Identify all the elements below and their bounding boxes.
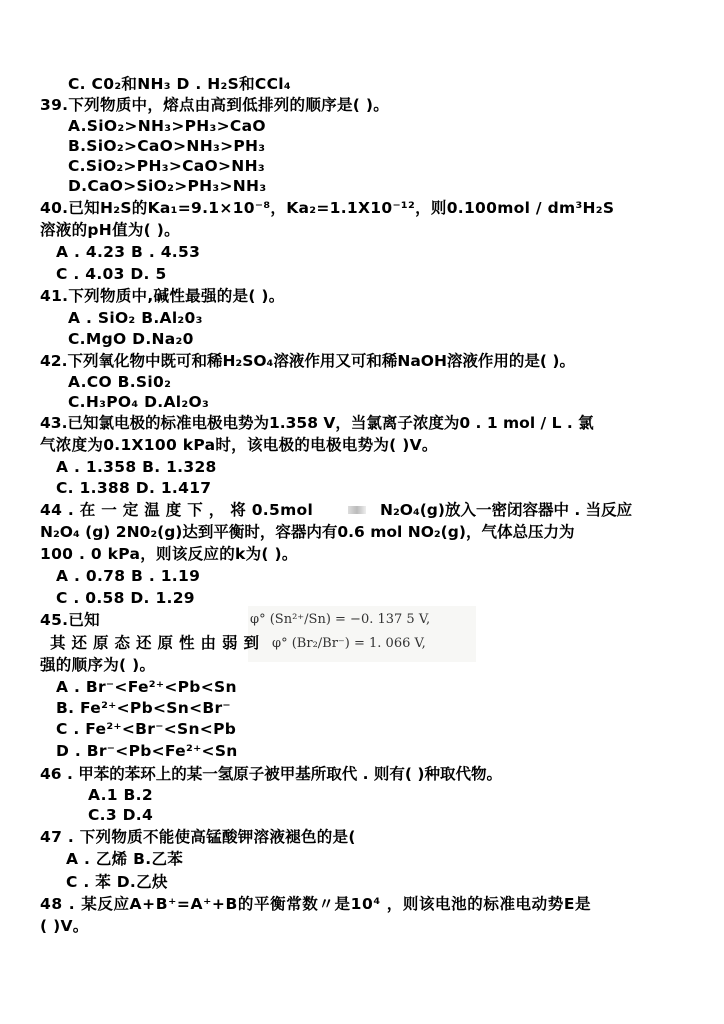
- q41-stem: 41.下列物质中,碱性最强的是( )。: [40, 287, 285, 305]
- q45-stem-2: 其 还 原 态 还 原 性 由 弱 到: [50, 634, 260, 652]
- q42-stem: 42.下列氧化物中既可和稀H₂SO₄溶液作用又可和稀NaOH溶液作用的是( )。: [40, 352, 575, 370]
- q45-option-a: A . Br⁻<Fe²⁺<Pb<Sn: [56, 678, 237, 696]
- q43-stem-2: 气浓度为0.1X100 kPa时，该电极的电极电势为( )V。: [40, 436, 438, 454]
- formula-sn: φ° (Sn²⁺/Sn) = −0. 137 5 V,: [250, 612, 431, 627]
- q48-stem-2: ( )V。: [40, 917, 89, 935]
- q41-options-ab: A . SiO₂ B.Al₂0₃: [68, 309, 203, 327]
- q44-options-ab: A . 0.78 B . 1.19: [56, 567, 201, 585]
- q44-stem-2: N₂O₄ (g) 2N0₂(g)达到平衡时，容器内有0.6 mol NO₂(g)，气体总压力为: [40, 523, 575, 541]
- q40-stem-1: 40.已知H₂S的Ka₁=9.1×10⁻⁸，Ka₂=1.1X10⁻¹²，则0.100mol / dm³H₂S: [40, 199, 615, 217]
- q44-stem-1b: N₂O₄(g)放入一密闭容器中 . 当反应: [380, 501, 633, 519]
- q38-options-cd: C. C0₂和NH₃ D . H₂S和CCl₄: [68, 75, 291, 93]
- q44-stem-3: 100 . 0 kPa，则该反应的k为( )。: [40, 545, 298, 563]
- q47-stem: 47 . 下列物质不能使高锰酸钾溶液褪色的是(: [40, 828, 356, 846]
- q45-option-c: C . Fe²⁺<Br⁻<Sn<Pb: [56, 720, 237, 738]
- q42-options-ab: A.CO B.Si0₂: [68, 373, 172, 391]
- q44-stem-1a: 44 . 在 一 定 温 度 下 ， 将 0.5mol: [40, 501, 314, 519]
- q40-stem-2: 溶液的pH值为( )。: [40, 221, 180, 239]
- q45-option-b: B. Fe²⁺<Pb<Sn<Br⁻: [56, 699, 231, 717]
- q43-options-ab: A . 1.358 B. 1.328: [56, 458, 217, 476]
- q39-option-c: C.SiO₂>PH₃>CaO>NH₃: [68, 157, 265, 175]
- q39-option-a: A.SiO₂>NH₃>PH₃>CaO: [68, 117, 266, 135]
- q46-stem: 46 . 甲苯的苯环上的某一氢原子被甲基所取代 . 则有( )种取代物。: [40, 765, 502, 783]
- q47-options-cd: C . 苯 D.乙炔: [66, 873, 168, 891]
- q40-options-ab: A . 4.23 B . 4.53: [56, 243, 201, 261]
- q39-option-b: B.SiO₂>CaO>NH₃>PH₃: [68, 137, 266, 155]
- q44-options-cd: C . 0.58 D. 1.29: [56, 589, 195, 607]
- q45-stem-1: 45.已知: [40, 611, 100, 629]
- q43-stem-1: 43.已知氯电极的标准电极电势为1.358 V，当氯离子浓度为0 . 1 mol / L . 氯: [40, 414, 594, 432]
- formula-br: φ° (Br₂/Br⁻) = 1. 066 V,: [272, 636, 426, 651]
- q42-options-cd: C.H₃PO₄ D.Al₂O₃: [68, 393, 210, 411]
- q45-option-d: D . Br⁻<Pb<Fe²⁺<Sn: [56, 742, 238, 760]
- q46-options-ab: A.1 B.2: [88, 786, 153, 804]
- q45-stem-3: 强的顺序为( )。: [40, 656, 156, 674]
- q40-options-cd: C . 4.03 D. 5: [56, 265, 167, 283]
- q39-option-d: D.CaO>SiO₂>PH₃>NH₃: [68, 177, 267, 195]
- q41-options-cd: C.MgO D.Na₂0: [68, 330, 194, 348]
- q46-options-cd: C.3 D.4: [88, 806, 154, 824]
- potential-formula-image: [248, 606, 476, 662]
- q39-stem: 39.下列物质中，熔点由高到低排列的顺序是( )。: [40, 96, 390, 114]
- q43-options-cd: C. 1.388 D. 1.417: [56, 479, 212, 497]
- q48-stem-1: 48 . 某反应A+B⁺=A⁺+B的平衡常数〃是10⁴ ，则该电池的标准电动势E是: [40, 895, 592, 913]
- scan-smudge: [348, 506, 366, 514]
- q47-options-ab: A . 乙烯 B.乙苯: [66, 850, 184, 868]
